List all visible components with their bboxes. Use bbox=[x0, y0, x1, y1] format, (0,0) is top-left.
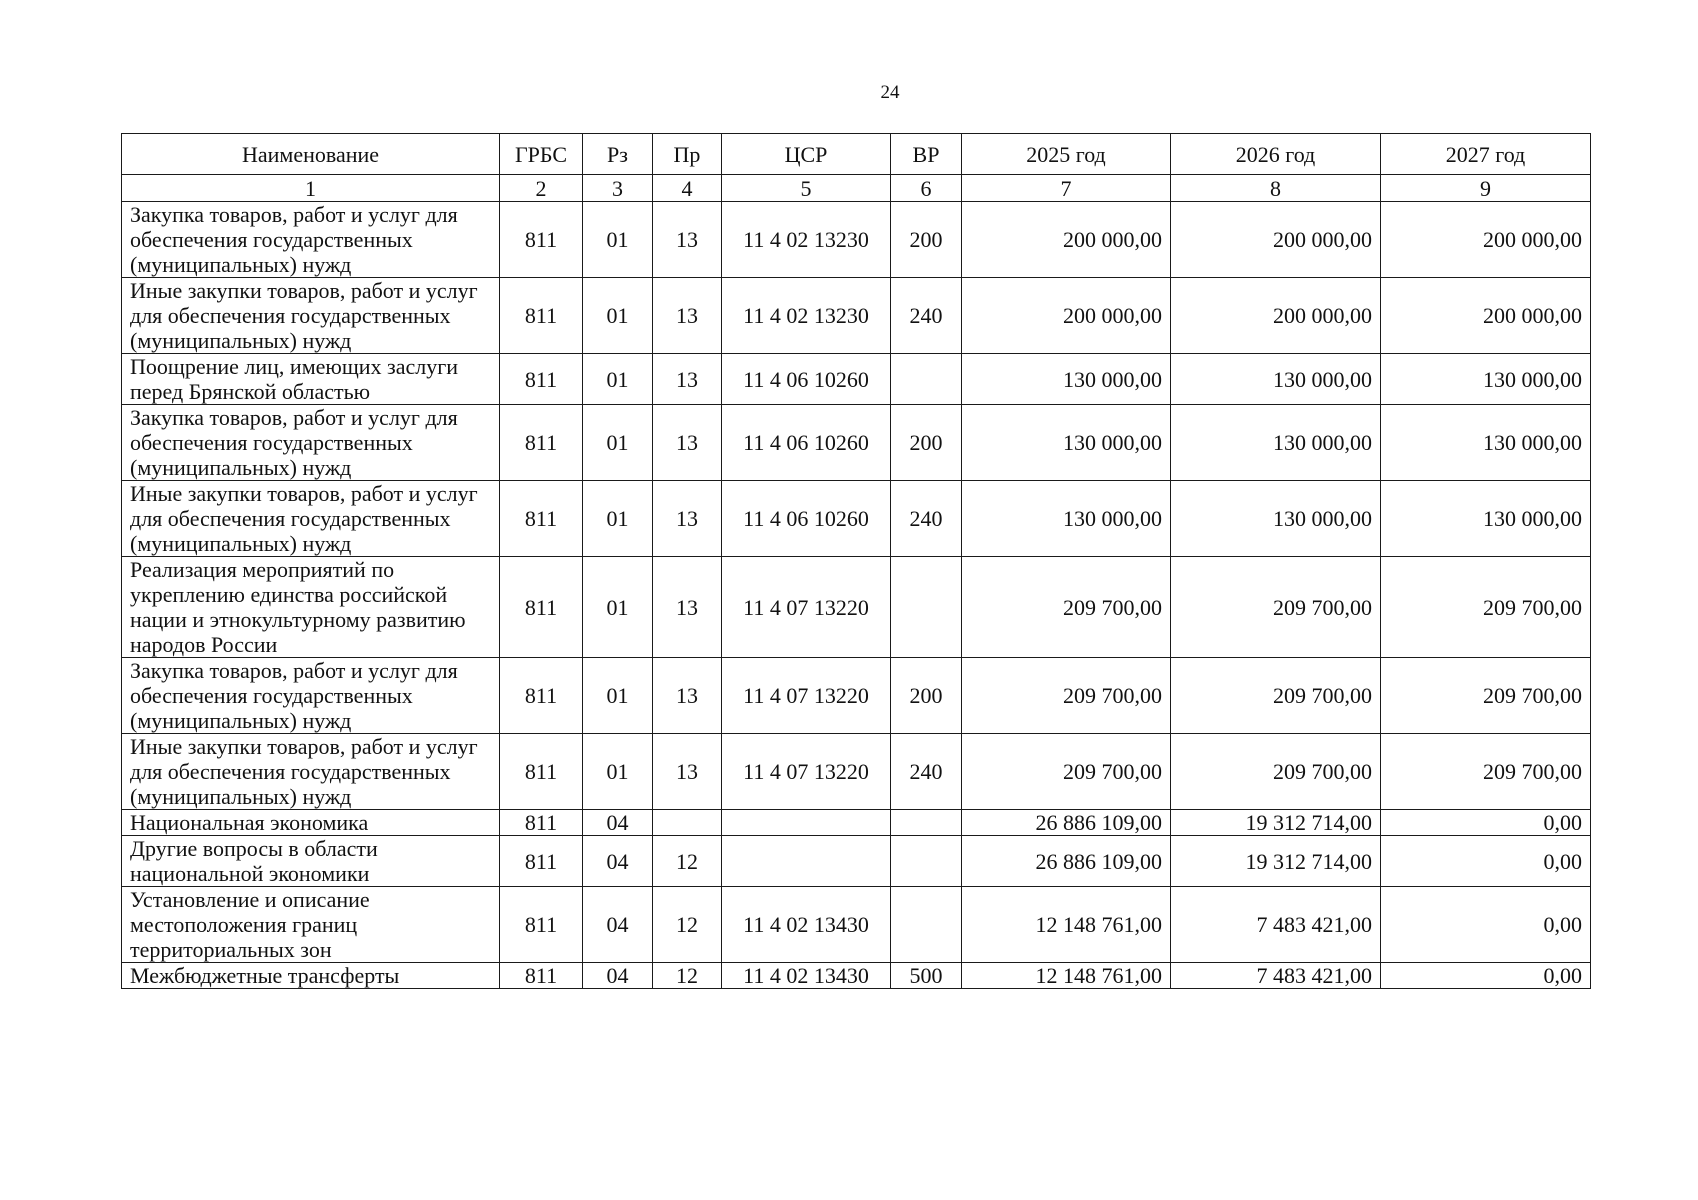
cell-amount-2026: 19 312 714,00 bbox=[1171, 836, 1381, 887]
table-row bbox=[122, 658, 1591, 734]
cell-grbs: 811 bbox=[500, 658, 583, 734]
cell-name: Реализация мероприятий по укреплению единства российской нации и этнокультурному развитию народов России bbox=[122, 557, 500, 658]
cell-vr bbox=[891, 887, 962, 963]
header-name: Наименование bbox=[122, 134, 500, 175]
cell-amount-2027: 209 700,00 bbox=[1381, 557, 1591, 658]
cell-rz: 04 bbox=[583, 963, 653, 989]
cell-amount-2027: 209 700,00 bbox=[1381, 658, 1591, 734]
table-row bbox=[122, 887, 1591, 963]
header-vr: ВР bbox=[891, 134, 962, 175]
table-row bbox=[122, 405, 1591, 481]
cell-amount-2026: 209 700,00 bbox=[1171, 658, 1381, 734]
cell-amount-2026: 200 000,00 bbox=[1171, 278, 1381, 354]
cell-rz: 01 bbox=[583, 481, 653, 557]
cell-vr bbox=[891, 557, 962, 658]
header-2025: 2025 год bbox=[962, 134, 1171, 175]
cell-amount-2026: 130 000,00 bbox=[1171, 481, 1381, 557]
header-2026: 2026 год bbox=[1171, 134, 1381, 175]
cell-vr: 200 bbox=[891, 658, 962, 734]
cell-grbs: 811 bbox=[500, 836, 583, 887]
table-row bbox=[122, 202, 1591, 278]
cell-grbs: 811 bbox=[500, 734, 583, 810]
cell-csr bbox=[722, 810, 891, 836]
cell-name: Другие вопросы в области национальной экономики bbox=[122, 836, 500, 887]
cell-amount-2027: 209 700,00 bbox=[1381, 734, 1591, 810]
column-number: 6 bbox=[891, 175, 962, 202]
column-number: 4 bbox=[653, 175, 722, 202]
cell-grbs: 811 bbox=[500, 354, 583, 405]
column-number: 2 bbox=[500, 175, 583, 202]
cell-csr: 11 4 02 13430 bbox=[722, 963, 891, 989]
cell-amount-2025: 209 700,00 bbox=[962, 734, 1171, 810]
cell-grbs: 811 bbox=[500, 963, 583, 989]
cell-vr: 200 bbox=[891, 405, 962, 481]
column-number: 3 bbox=[583, 175, 653, 202]
column-number: 1 bbox=[122, 175, 500, 202]
cell-amount-2025: 26 886 109,00 bbox=[962, 810, 1171, 836]
cell-csr: 11 4 02 13230 bbox=[722, 202, 891, 278]
cell-name: Иные закупки товаров, работ и услуг для обеспечения государственных (муниципальных) нужд bbox=[122, 734, 500, 810]
header-grbs: ГРБС bbox=[500, 134, 583, 175]
table-row bbox=[122, 354, 1591, 405]
header-rz: Рз bbox=[583, 134, 653, 175]
cell-pr: 12 bbox=[653, 836, 722, 887]
cell-pr: 13 bbox=[653, 734, 722, 810]
header-pr: Пр bbox=[653, 134, 722, 175]
cell-rz: 01 bbox=[583, 557, 653, 658]
cell-amount-2026: 200 000,00 bbox=[1171, 202, 1381, 278]
cell-name: Закупка товаров, работ и услуг для обеспечения государственных (муниципальных) нужд bbox=[122, 658, 500, 734]
table-row bbox=[122, 810, 1591, 836]
cell-amount-2027: 0,00 bbox=[1381, 836, 1591, 887]
table-row bbox=[122, 481, 1591, 557]
cell-rz: 01 bbox=[583, 658, 653, 734]
table-row bbox=[122, 557, 1591, 658]
table-row bbox=[122, 278, 1591, 354]
cell-name: Поощрение лиц, имеющих заслуги перед Брянской областью bbox=[122, 354, 500, 405]
cell-amount-2027: 200 000,00 bbox=[1381, 202, 1591, 278]
cell-csr: 11 4 02 13230 bbox=[722, 278, 891, 354]
column-number-row bbox=[122, 175, 1591, 202]
cell-amount-2026: 130 000,00 bbox=[1171, 405, 1381, 481]
cell-rz: 04 bbox=[583, 836, 653, 887]
column-number: 9 bbox=[1381, 175, 1591, 202]
cell-csr: 11 4 02 13430 bbox=[722, 887, 891, 963]
cell-pr: 12 bbox=[653, 887, 722, 963]
cell-amount-2025: 130 000,00 bbox=[962, 354, 1171, 405]
cell-grbs: 811 bbox=[500, 887, 583, 963]
table-row bbox=[122, 734, 1591, 810]
cell-amount-2026: 19 312 714,00 bbox=[1171, 810, 1381, 836]
cell-name: Иные закупки товаров, работ и услуг для обеспечения государственных (муниципальных) нужд bbox=[122, 278, 500, 354]
cell-pr: 13 bbox=[653, 557, 722, 658]
cell-pr: 13 bbox=[653, 202, 722, 278]
column-number: 7 bbox=[962, 175, 1171, 202]
cell-rz: 01 bbox=[583, 202, 653, 278]
cell-vr: 500 bbox=[891, 963, 962, 989]
cell-amount-2026: 209 700,00 bbox=[1171, 557, 1381, 658]
cell-csr: 11 4 07 13220 bbox=[722, 658, 891, 734]
cell-amount-2026: 7 483 421,00 bbox=[1171, 963, 1381, 989]
cell-amount-2027: 0,00 bbox=[1381, 810, 1591, 836]
cell-grbs: 811 bbox=[500, 481, 583, 557]
cell-amount-2025: 12 148 761,00 bbox=[962, 887, 1171, 963]
cell-amount-2025: 12 148 761,00 bbox=[962, 963, 1171, 989]
cell-rz: 01 bbox=[583, 354, 653, 405]
header-2027: 2027 год bbox=[1381, 134, 1591, 175]
cell-pr bbox=[653, 810, 722, 836]
cell-grbs: 811 bbox=[500, 202, 583, 278]
cell-pr: 12 bbox=[653, 963, 722, 989]
cell-vr: 240 bbox=[891, 734, 962, 810]
cell-vr bbox=[891, 836, 962, 887]
cell-vr: 240 bbox=[891, 481, 962, 557]
cell-name: Межбюджетные трансферты bbox=[122, 963, 500, 989]
cell-csr: 11 4 07 13220 bbox=[722, 734, 891, 810]
cell-pr: 13 bbox=[653, 405, 722, 481]
cell-amount-2026: 7 483 421,00 bbox=[1171, 887, 1381, 963]
cell-amount-2027: 200 000,00 bbox=[1381, 278, 1591, 354]
cell-amount-2025: 200 000,00 bbox=[962, 202, 1171, 278]
cell-rz: 01 bbox=[583, 734, 653, 810]
cell-amount-2027: 0,00 bbox=[1381, 963, 1591, 989]
cell-vr: 240 bbox=[891, 278, 962, 354]
cell-csr: 11 4 06 10260 bbox=[722, 354, 891, 405]
cell-vr bbox=[891, 354, 962, 405]
table-body bbox=[122, 202, 1591, 989]
cell-pr: 13 bbox=[653, 481, 722, 557]
cell-pr: 13 bbox=[653, 278, 722, 354]
cell-amount-2027: 130 000,00 bbox=[1381, 481, 1591, 557]
cell-csr: 11 4 07 13220 bbox=[722, 557, 891, 658]
cell-amount-2025: 209 700,00 bbox=[962, 557, 1171, 658]
table-row bbox=[122, 836, 1591, 887]
cell-amount-2025: 26 886 109,00 bbox=[962, 836, 1171, 887]
cell-rz: 01 bbox=[583, 405, 653, 481]
header-row bbox=[122, 134, 1591, 175]
cell-amount-2027: 130 000,00 bbox=[1381, 405, 1591, 481]
cell-name: Национальная экономика bbox=[122, 810, 500, 836]
cell-rz: 01 bbox=[583, 278, 653, 354]
cell-name: Закупка товаров, работ и услуг для обеспечения государственных (муниципальных) нужд bbox=[122, 405, 500, 481]
cell-grbs: 811 bbox=[500, 405, 583, 481]
cell-amount-2027: 0,00 bbox=[1381, 887, 1591, 963]
cell-name: Иные закупки товаров, работ и услуг для обеспечения государственных (муниципальных) нужд bbox=[122, 481, 500, 557]
cell-name: Закупка товаров, работ и услуг для обеспечения государственных (муниципальных) нужд bbox=[122, 202, 500, 278]
cell-rz: 04 bbox=[583, 810, 653, 836]
cell-name: Установление и описание местоположения границ территориальных зон bbox=[122, 887, 500, 963]
column-number: 5 bbox=[722, 175, 891, 202]
cell-pr: 13 bbox=[653, 658, 722, 734]
cell-csr: 11 4 06 10260 bbox=[722, 405, 891, 481]
cell-csr bbox=[722, 836, 891, 887]
cell-amount-2026: 209 700,00 bbox=[1171, 734, 1381, 810]
cell-grbs: 811 bbox=[500, 557, 583, 658]
cell-amount-2026: 130 000,00 bbox=[1171, 354, 1381, 405]
budget-table bbox=[121, 133, 1591, 989]
cell-amount-2025: 200 000,00 bbox=[962, 278, 1171, 354]
cell-grbs: 811 bbox=[500, 278, 583, 354]
column-number: 8 bbox=[1171, 175, 1381, 202]
page-number: 24 bbox=[880, 82, 900, 103]
cell-rz: 04 bbox=[583, 887, 653, 963]
cell-amount-2025: 130 000,00 bbox=[962, 405, 1171, 481]
cell-grbs: 811 bbox=[500, 810, 583, 836]
header-csr: ЦСР bbox=[722, 134, 891, 175]
table-row bbox=[122, 963, 1591, 989]
cell-csr: 11 4 06 10260 bbox=[722, 481, 891, 557]
cell-pr: 13 bbox=[653, 354, 722, 405]
cell-amount-2027: 130 000,00 bbox=[1381, 354, 1591, 405]
cell-amount-2025: 130 000,00 bbox=[962, 481, 1171, 557]
cell-vr bbox=[891, 810, 962, 836]
cell-vr: 200 bbox=[891, 202, 962, 278]
cell-amount-2025: 209 700,00 bbox=[962, 658, 1171, 734]
